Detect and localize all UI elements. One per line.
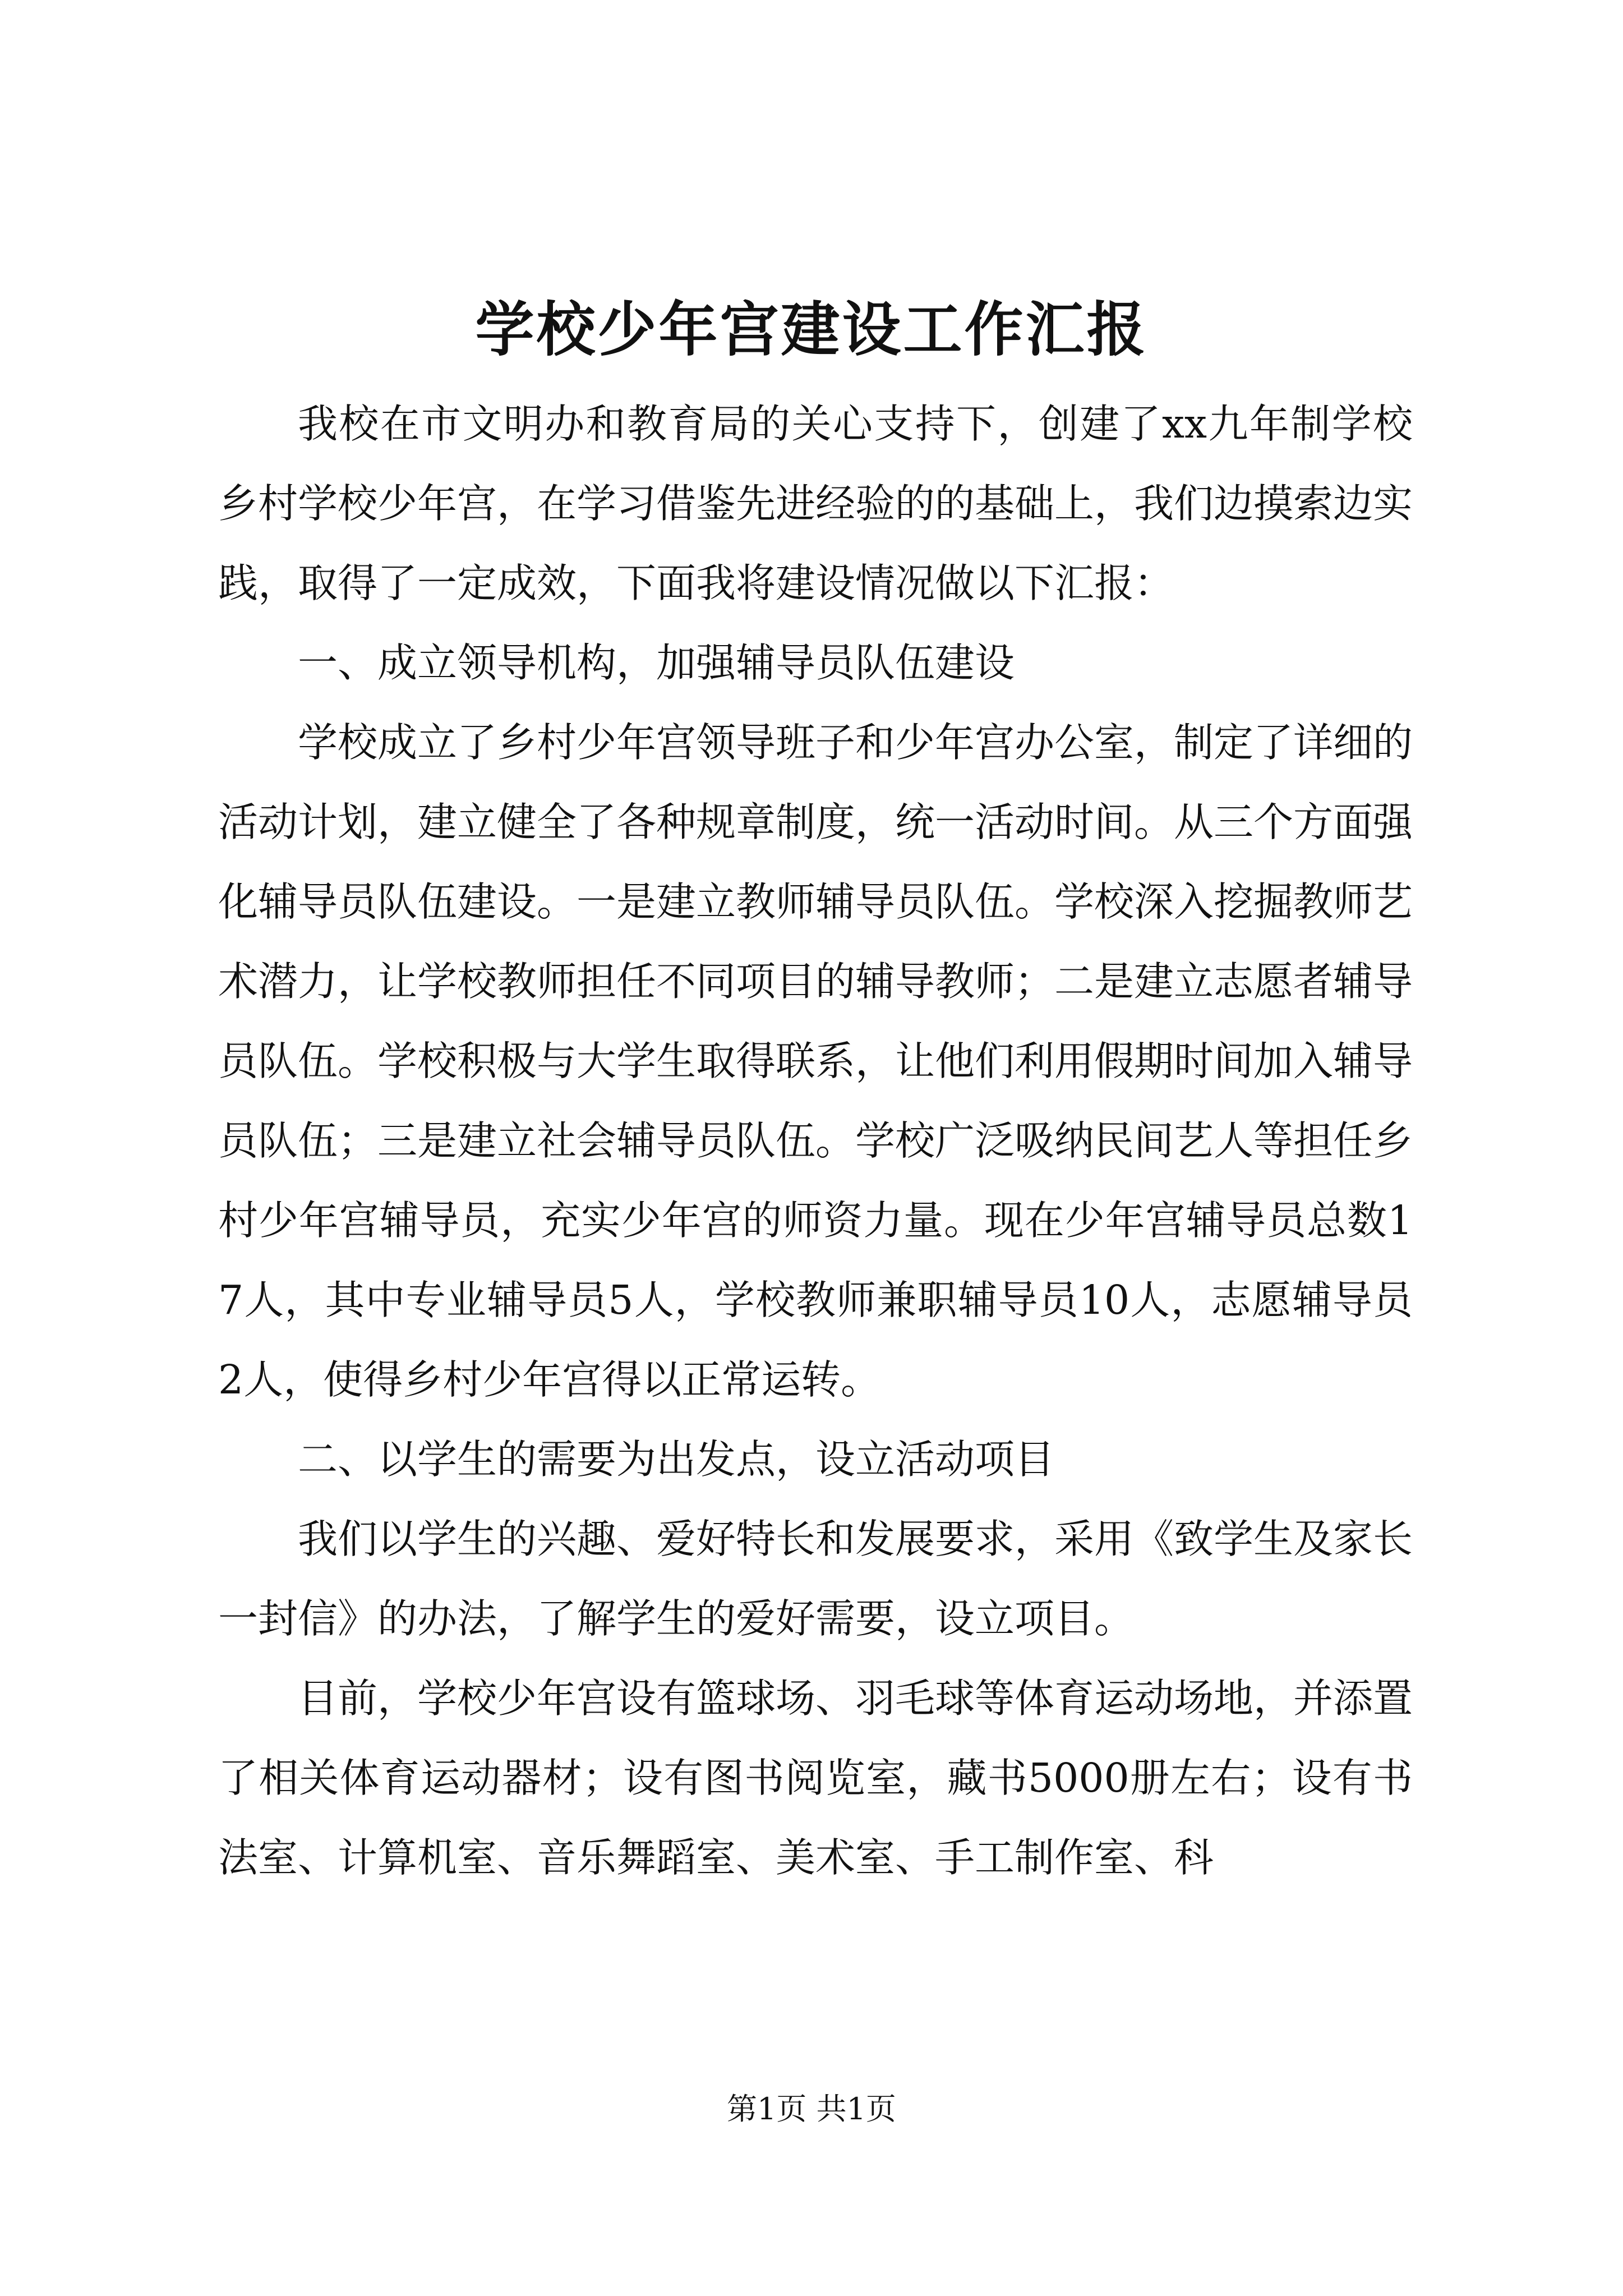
paragraph-intro: 我校在市文明办和教育局的关心支持下，创建了xx九年制学校乡村学校少年宫，在学习借鉴先进经验的的基础上，我们边摸索边实践，取得了一定成效，下面我将建设情况做以下汇报：	[218, 401, 1413, 606]
section-heading-2: 二、以学生的需要为出发点，设立活动项目	[298, 1436, 1055, 1483]
document-body	[218, 384, 1413, 1898]
paragraph-section-2a: 我们以学生的兴趣、爱好特长和发展要求，采用《致学生及家长一封信》的办法，了解学生的爱好需要，设立项目。	[218, 1516, 1413, 1642]
section-heading-1: 一、成立领导机构，加强辅导员队伍建设	[298, 639, 1015, 686]
document-title: 学校少年宫建设工作汇报	[475, 295, 1148, 364]
paragraph-section-2b: 目前，学校少年宫设有篮球场、羽毛球等体育运动场地，并添置了相关体育运动器材；设有图书阅览室，藏书5000册左右；设有书法室、计算机室、音乐舞蹈室、美术室、手工制作室、科	[218, 1675, 1413, 1881]
paragraph-section-1: 学校成立了乡村少年宫领导班子和少年宫办公室，制定了详细的活动计划，建立健全了各种规章制度，统一活动时间。从三个方面强化辅导员队伍建设。一是建立教师辅导员队伍。学校深入挖掘教师艺术潜力，让学校教师担任不同项目的辅导教师；二是建立志愿者辅导员队伍。学校积极与大学生取得联系，让他们利用假期时间加入辅导员队伍；三是建立社会辅导员队伍。学校广泛吸纳民间艺人等担任乡村少年宫辅导员，充实少年宫的师资力量。现在少年宫辅导员总数17人，其中专业辅导员5人，学校教师兼职辅导员10人，志愿辅导员2人，使得乡村少年宫得以正常运转。	[218, 719, 1413, 1403]
page-footer: 第1页 共1页	[727, 2091, 896, 2127]
